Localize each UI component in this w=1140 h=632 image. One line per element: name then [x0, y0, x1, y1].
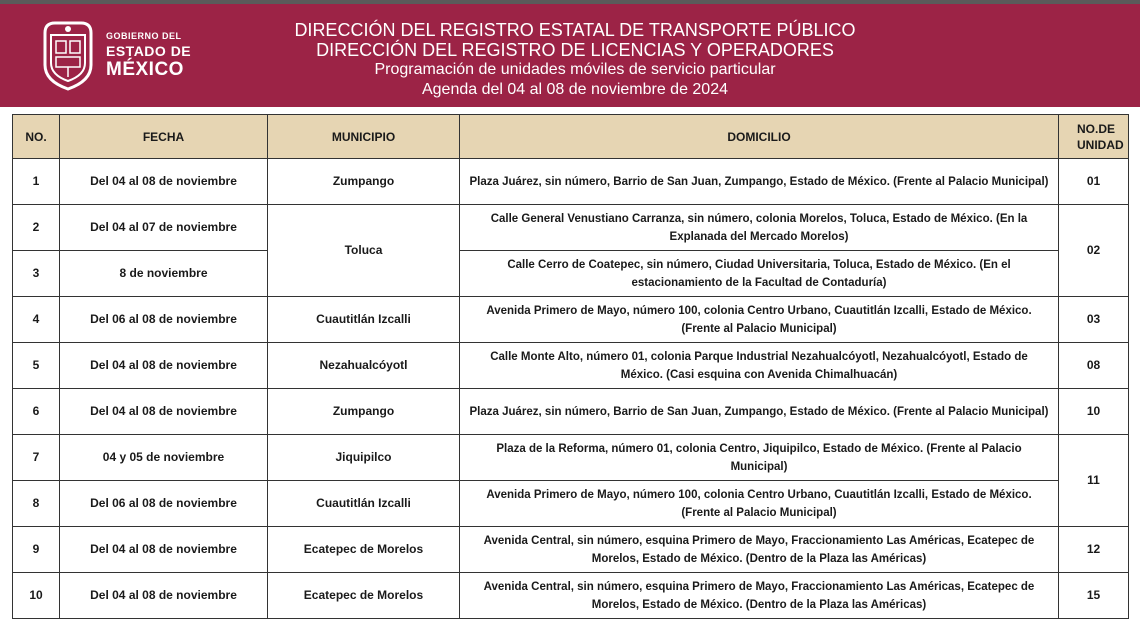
cell-fecha: Del 04 al 08 de noviembre: [60, 343, 268, 389]
table-row: [13, 159, 1129, 205]
cell-fecha: Del 04 al 08 de noviembre: [60, 159, 268, 205]
cell-no: 8: [13, 481, 60, 527]
header-titles: [225, 20, 925, 100]
table-header-row: [13, 115, 1129, 159]
cell-fecha: Del 06 al 08 de noviembre: [60, 481, 268, 527]
cell-unidad: 01: [1059, 159, 1129, 205]
document-header: [0, 0, 1140, 107]
logo-line-3: MÉXICO: [106, 59, 184, 80]
column-header-unidad: NO.DE UNIDAD: [1059, 115, 1129, 159]
column-header-domicilio: DOMICILIO: [460, 115, 1059, 159]
cell-municipio: Ecatepec de Morelos: [268, 573, 460, 619]
cell-domicilio: Plaza Juárez, sin número, Barrio de San Juan, Zumpango, Estado de México. (Frente al Palacio Municipal): [460, 389, 1059, 435]
cell-municipio: Toluca: [268, 205, 460, 297]
agenda-dates: Agenda del 04 al 08 de noviembre de 2024: [421, 81, 728, 98]
top-border: [0, 0, 1140, 4]
cell-domicilio: Avenida Central, sin número, esquina Primero de Mayo, Fraccionamiento Las Américas, Ecatepec de Morelos, Estado de México. (Dentro de la Plaza las Américas): [460, 573, 1059, 619]
cell-fecha: Del 04 al 08 de noviembre: [60, 573, 268, 619]
column-header-no: NO.: [13, 115, 60, 159]
cell-no: 4: [13, 297, 60, 343]
cell-no: 9: [13, 527, 60, 573]
title-registro-licencias: DIRECCIÓN DEL REGISTRO DE LICENCIAS Y OPERADORES: [316, 40, 834, 60]
cell-municipio: Cuautitlán Izcalli: [268, 297, 460, 343]
cell-municipio: Nezahualcóyotl: [268, 343, 460, 389]
cell-unidad: 11: [1059, 435, 1129, 527]
cell-unidad: 12: [1059, 527, 1129, 573]
column-header-municipio: MUNICIPIO: [268, 115, 460, 159]
cell-municipio: Zumpango: [268, 159, 460, 205]
cell-unidad: 15: [1059, 573, 1129, 619]
state-logo: [106, 32, 206, 79]
cell-no: 3: [13, 251, 60, 297]
cell-unidad: 08: [1059, 343, 1129, 389]
logo-line-1: GOBIERNO DEL: [106, 31, 182, 41]
cell-municipio: Jiquipilco: [268, 435, 460, 481]
cell-no: 1: [13, 159, 60, 205]
table-row: [13, 389, 1129, 435]
cell-fecha: Del 04 al 08 de noviembre: [60, 527, 268, 573]
cell-domicilio: Plaza Juárez, sin número, Barrio de San Juan, Zumpango, Estado de México. (Frente al Palacio Municipal): [460, 159, 1059, 205]
cell-fecha: Del 04 al 07 de noviembre: [60, 205, 268, 251]
cell-municipio: Zumpango: [268, 389, 460, 435]
state-shield-icon: [37, 19, 99, 91]
cell-no: 10: [13, 573, 60, 619]
cell-fecha: 8 de noviembre: [60, 251, 268, 297]
cell-domicilio: Avenida Primero de Mayo, número 100, colonia Centro Urbano, Cuautitlán Izcalli, Estado de México. (Frente al Palacio Municipal): [460, 297, 1059, 343]
cell-fecha: Del 06 al 08 de noviembre: [60, 297, 268, 343]
table-row: [13, 435, 1129, 481]
cell-unidad: 03: [1059, 297, 1129, 343]
column-header-fecha: FECHA: [60, 115, 268, 159]
cell-domicilio: Plaza de la Reforma, número 01, colonia Centro, Jiquipilco, Estado de México. (Frente al Palacio Municipal): [460, 435, 1059, 481]
table-row: [13, 205, 1129, 251]
table-row: [13, 297, 1129, 343]
cell-municipio: Ecatepec de Morelos: [268, 527, 460, 573]
title-registro-estatal: DIRECCIÓN DEL REGISTRO ESTATAL DE TRANSPORTE PÚBLICO: [294, 20, 856, 40]
cell-unidad: 10: [1059, 389, 1129, 435]
cell-domicilio: Calle Cerro de Coatepec, sin número, Ciudad Universitaria, Toluca, Estado de México. (En el estacionamiento de la Facultad de Contaduría): [460, 251, 1059, 297]
cell-no: 6: [13, 389, 60, 435]
table-row: [13, 573, 1129, 619]
cell-no: 2: [13, 205, 60, 251]
logo-line-2: ESTADO DE: [106, 43, 192, 59]
cell-no: 7: [13, 435, 60, 481]
cell-domicilio: Avenida Central, sin número, esquina Primero de Mayo, Fraccionamiento Las Américas, Ecatepec de Morelos, Estado de México. (Dentro de la Plaza las Américas): [460, 527, 1059, 573]
cell-fecha: 04 y 05 de noviembre: [60, 435, 268, 481]
table-row: [13, 343, 1129, 389]
cell-fecha: Del 04 al 08 de noviembre: [60, 389, 268, 435]
cell-domicilio: Calle Monte Alto, número 01, colonia Parque Industrial Nezahualcóyotl, Nezahualcóyotl, Estado de México. (Casi esquina con Avenida Chimalhuacán): [460, 343, 1059, 389]
cell-domicilio: Avenida Primero de Mayo, número 100, colonia Centro Urbano, Cuautitlán Izcalli, Estado de México. (Frente al Palacio Municipal): [460, 481, 1059, 527]
table-row: [13, 527, 1129, 573]
cell-municipio: Cuautitlán Izcalli: [268, 481, 460, 527]
table-row: [13, 251, 1129, 297]
subtitle-programacion: Programación de unidades móviles de servicio particular: [374, 61, 776, 78]
cell-domicilio: Calle General Venustiano Carranza, sin número, colonia Morelos, Toluca, Estado de México. (En la Explanada del Mercado Morelos): [460, 205, 1059, 251]
cell-no: 5: [13, 343, 60, 389]
schedule-table: [12, 114, 1129, 619]
table-row: [13, 481, 1129, 527]
cell-unidad: 02: [1059, 205, 1129, 297]
